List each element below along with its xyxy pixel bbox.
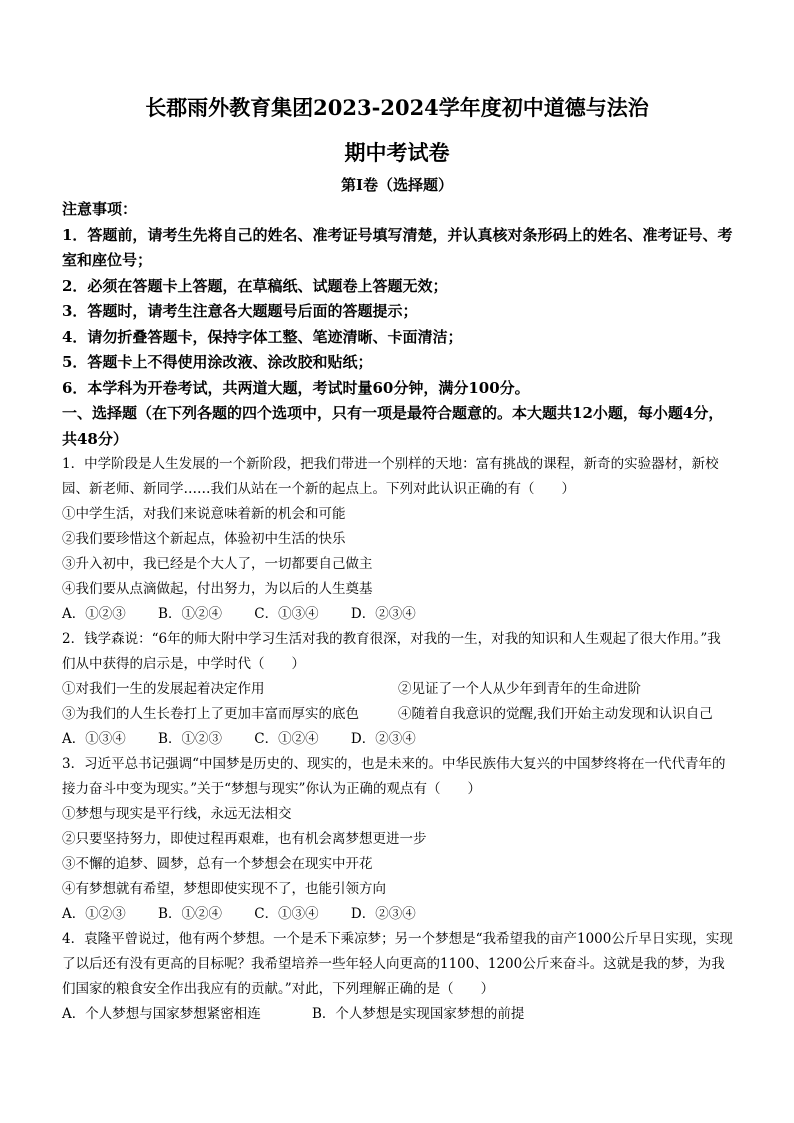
- option: A．个人梦想与国家梦想紧密相连: [62, 1006, 261, 1022]
- options-row: [62, 902, 734, 927]
- option: B．个人梦想是实现国家梦想的前提: [312, 1006, 525, 1022]
- notice-item: 1．答题前，请考生先将自己的姓名、准考证号填写清楚，并认真核对条形码上的姓名、准考证号、考室和座位号；: [62, 225, 733, 269]
- statement: ③升入初中，我已经是个大人了，一切都要自己做主: [62, 556, 373, 572]
- option: C．①③④: [254, 906, 319, 922]
- notice-item: 6．本学科为开卷考试，共两道大题，考试时量60分钟，满分100分。: [62, 378, 530, 397]
- question-stem: 4．袁隆平曾说过，他有两个梦想。一个是禾下乘凉梦；另一个梦想是“我希望我的亩产1000公斤早日实现，实现了以后还有没有更高的目标呢？我希望培养一些年轻人向更高的1100、1200公斤来奋斗。这就是我的梦，为我们国家的粮食安全作出我应有的贡献。”对此，下列理解正确的是（ ）: [62, 931, 733, 997]
- notice-item: 4．请勿折叠答题卡，保持字体工整、笔迹清晰、卡面清洁；: [62, 327, 463, 346]
- option: B．①②③: [158, 731, 222, 747]
- options-row: [62, 602, 734, 627]
- option: C．①③④: [254, 606, 319, 622]
- statement: ④随着自我意识的觉醒,我们开始主动发现和认识自己: [398, 706, 713, 722]
- statement: ③为我们的人生长卷打上了更加丰富而厚实的底色: [62, 706, 359, 722]
- exam-content: [62, 197, 734, 1027]
- statement: ②见证了一个人从少年到青年的生命进阶: [398, 681, 641, 697]
- section-label: 第Ⅰ卷（选择题）: [340, 176, 454, 194]
- option: A．①②③: [62, 906, 126, 922]
- statement: ①梦想与现实是平行线，永远无法相交: [62, 806, 292, 822]
- notice-item: 5．答题卡上不得使用涂改液、涂改胶和贴纸；: [62, 353, 373, 371]
- statement: ①中学生活，对我们来说意味着新的机会和可能: [62, 506, 346, 522]
- statement: ③不懈的追梦、圆梦，总有一个梦想会在现实中开花: [62, 856, 373, 872]
- statement: ②我们要珍惜这个新起点，体验初中生活的快乐: [62, 531, 346, 547]
- options-row: [62, 727, 734, 752]
- option: B．①②④: [158, 906, 222, 922]
- statement: ④我们要从点滴做起，付出努力，为以后的人生奠基: [62, 581, 373, 597]
- option: D．②③④: [350, 731, 416, 747]
- question-stem: 3．习近平总书记强调“中国梦是历史的、现实的，也是未来的。中华民族伟大复兴的中国梦终将在一代代青年的接力奋斗中变为现实。”关于“梦想与现实”你认为正确的观点有（ ）: [62, 756, 726, 797]
- option: A．①②③: [62, 606, 126, 622]
- notice-item: 3．答题时，请考生注意各大题题号后面的答题提示；: [62, 302, 418, 320]
- statement-row: [62, 677, 734, 702]
- part-heading: 一、选择题（在下列各题的四个选项中，只有一项是最符合题意的。本大题共12小题，每小题4分，共48分）: [62, 404, 724, 448]
- option: D．②③④: [350, 606, 416, 622]
- statement: ①对我们一生的发展起着决定作用: [62, 681, 265, 697]
- question-stem: 2．钱学森说：“6年的师大附中学习生活对我的教育很深，对我的一生，对我的知识和人生观起了很大作用。”我们从中获得的启示是，中学时代（ ）: [62, 631, 721, 672]
- statement-row: [62, 702, 734, 727]
- option: A．①③④: [62, 731, 126, 747]
- option: B．①②④: [158, 606, 222, 622]
- statement: ④有梦想就有希望，梦想即使实现不了，也能引领方向: [62, 881, 386, 897]
- option: C．①②④: [254, 731, 319, 747]
- option: D．②③④: [350, 906, 416, 922]
- statement: ②只要坚持努力，即使过程再艰难，也有机会离梦想更进一步: [62, 831, 427, 847]
- notice-item: 2．必须在答题卡上答题，在草稿纸、试题卷上答题无效；: [62, 276, 448, 295]
- options-row: [62, 1002, 734, 1027]
- question-stem: 1．中学阶段是人生发展的一个新阶段，把我们带进一个别样的天地：富有挑战的课程，新奇的实验器材，新校园、新老师、新同学……我们从站在一个新的起点上。下列对此认识正确的有（ ）: [62, 456, 719, 497]
- exam-subtitle: 期中考试卷: [344, 140, 450, 165]
- notice-heading: 注意事项：: [62, 200, 138, 218]
- exam-title: 长郡雨外教育集团2023-2024学年度初中道德与法治: [145, 95, 649, 120]
